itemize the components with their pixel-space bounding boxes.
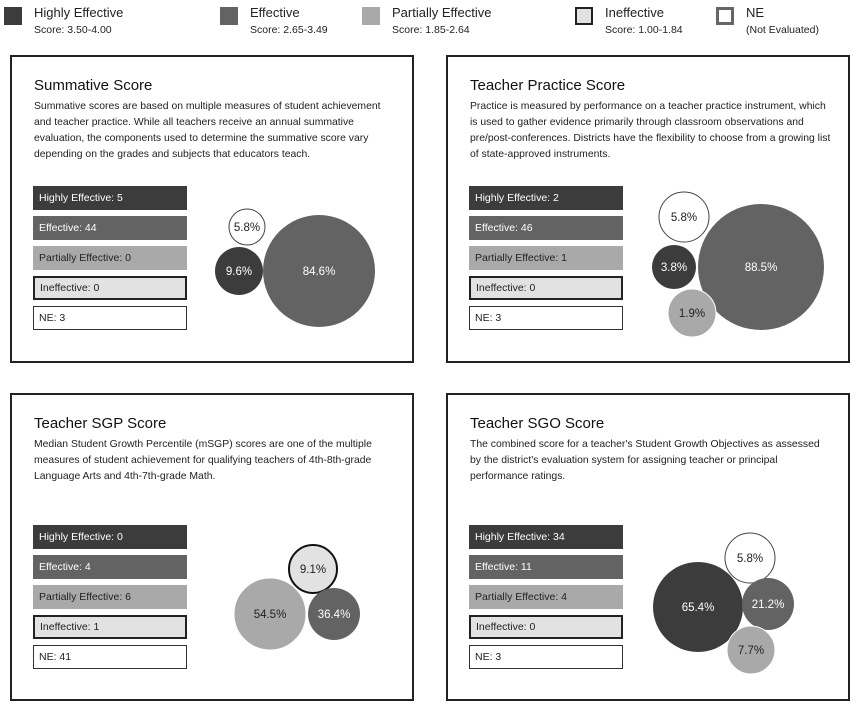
bubble-label-ne: 5.8% — [670, 212, 698, 224]
bubble-label-highly-effective: 9.6% — [225, 266, 253, 278]
bubble-label-ineffective: 9.1% — [299, 564, 327, 576]
count-bar-highly-effective: Highly Effective: 0 — [33, 525, 187, 549]
count-bar-ne: NE: 3 — [469, 645, 623, 669]
count-bar-partially-effective: Partially Effective: 4 — [469, 585, 623, 609]
panel-title: Teacher Practice Score — [470, 77, 626, 94]
bubble-chart — [202, 147, 402, 347]
bubble-label-effective: 88.5% — [744, 262, 778, 274]
count-bar-highly-effective: Highly Effective: 2 — [469, 186, 623, 210]
legend-swatch-effective — [220, 7, 238, 25]
count-bar-ne: NE: 3 — [469, 306, 623, 330]
panel-teacher-sgo-score — [446, 393, 850, 701]
legend-label: Ineffective — [605, 5, 665, 20]
count-bar-ineffective: Ineffective: 0 — [33, 276, 187, 300]
bubble-label-effective: 36.4% — [317, 609, 351, 621]
panel-description: Practice is measured by performance on a teacher practice instrument, which is used to gather evidence primarily through classroom observations and pre/post-conferences. Districts have the flexibility to choose from a growing list of state-approved instruments. — [470, 101, 831, 160]
legend-range: (Not Evaluated) — [746, 24, 819, 36]
legend-label: Partially Effective — [392, 5, 492, 20]
count-bar-effective: Effective: 11 — [469, 555, 623, 579]
panel-description: Summative scores are based on multiple measures of student achievement and teacher practice. While all teachers receive an annual summative evaluation, the components used to determine the summative score vary depending on the grades and subjects that educators teach. — [34, 101, 381, 160]
legend-label: Effective — [250, 5, 300, 20]
panel-description: The combined score for a teacher's Student Growth Objectives as assessed by the district's evaluation system for assigning teacher or principal performance ratings. — [470, 439, 820, 482]
count-bar-partially-effective: Partially Effective: 1 — [469, 246, 623, 270]
count-bar-ne: NE: 3 — [33, 306, 187, 330]
count-bar-partially-effective: Partially Effective: 0 — [33, 246, 187, 270]
bubble-label-partially-effective: 1.9% — [678, 308, 706, 320]
legend-swatch-ne — [716, 7, 734, 25]
count-bar-ineffective: Ineffective: 0 — [469, 615, 623, 639]
panel-teacher-sgp-score — [10, 393, 414, 701]
panel-description: Median Student Growth Percentile (mSGP) scores are one of the multiple measures of student achievement for qualifying teachers of 4th-8th-grade Language Arts and 4th-7th-grade Math. — [34, 439, 372, 482]
count-bar-partially-effective: Partially Effective: 6 — [33, 585, 187, 609]
bubble-label-ne: 5.8% — [233, 222, 261, 234]
bubble-label-highly-effective: 65.4% — [681, 602, 715, 614]
count-bar-highly-effective: Highly Effective: 34 — [469, 525, 623, 549]
legend-range: Score: 1.85-2.64 — [392, 24, 470, 36]
bubble-label-partially-effective: 7.7% — [737, 645, 765, 657]
legend-swatch-highly-effective — [4, 7, 22, 25]
count-bar-effective: Effective: 4 — [33, 555, 187, 579]
panel-summative-score — [10, 55, 414, 363]
bubble-label-highly-effective: 3.8% — [660, 262, 688, 274]
count-bar-effective: Effective: 46 — [469, 216, 623, 240]
legend-range: Score: 1.00-1.84 — [605, 24, 683, 36]
bubble-label-ne: 5.8% — [736, 553, 764, 565]
legend-label: NE — [746, 5, 765, 20]
bubble-label-partially-effective: 54.5% — [253, 609, 287, 621]
legend — [0, 0, 858, 44]
panel-title: Summative Score — [34, 77, 153, 94]
count-bar-effective: Effective: 44 — [33, 216, 187, 240]
count-bar-ineffective: Ineffective: 0 — [469, 276, 623, 300]
bubble-label-effective: 84.6% — [302, 266, 336, 278]
panel-title: Teacher SGO Score — [470, 415, 605, 432]
panel-title: Teacher SGP Score — [34, 415, 167, 432]
bubble-chart — [638, 485, 838, 685]
legend-range: Score: 2.65-3.49 — [250, 24, 328, 36]
legend-swatch-partially-effective — [362, 7, 380, 25]
bubble-chart — [638, 147, 838, 347]
panel-teacher-practice-score — [446, 55, 850, 363]
legend-range: Score: 3.50-4.00 — [34, 24, 112, 36]
bubble-chart — [202, 485, 402, 685]
bubble-label-effective: 21.2% — [751, 599, 785, 611]
legend-swatch-ineffective — [575, 7, 593, 25]
count-bar-highly-effective: Highly Effective: 5 — [33, 186, 187, 210]
count-bar-ineffective: Ineffective: 1 — [33, 615, 187, 639]
legend-label: Highly Effective — [34, 5, 124, 20]
count-bar-ne: NE: 41 — [33, 645, 187, 669]
